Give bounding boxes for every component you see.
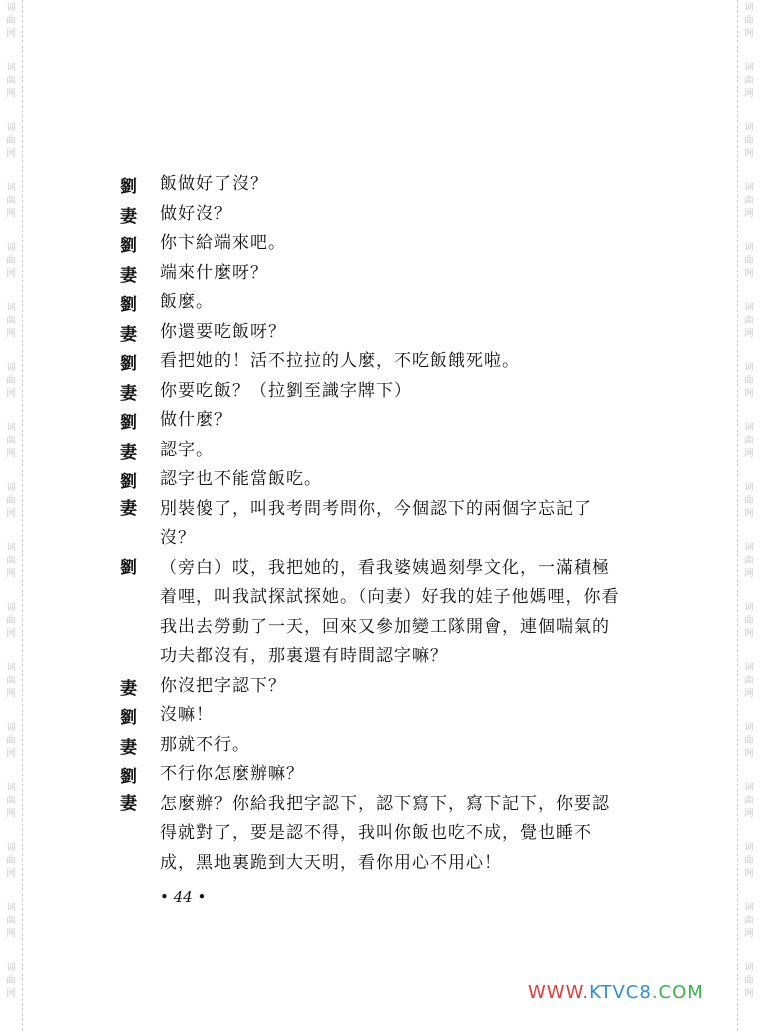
watermark-glyph: 词 (6, 603, 16, 613)
watermark-glyph-group (744, 542, 753, 602)
dialogue-line (120, 554, 620, 672)
watermark-glyph: 网 (6, 329, 16, 339)
watermark-glyph: 词 (6, 963, 16, 973)
watermark-glyph-group (6, 902, 15, 962)
watermark-glyph: 曲 (744, 196, 754, 206)
dialogue-text: 你沒把字認下？ (160, 675, 286, 696)
dialogue-line (120, 347, 620, 377)
watermark-glyph: 曲 (744, 256, 754, 266)
watermark-glyph-group (744, 302, 753, 362)
watermark-glyph: 词 (744, 243, 754, 253)
watermark-glyph: 曲 (6, 496, 16, 506)
speaker-label: 劉 (120, 354, 138, 375)
dialogue-text: （旁白）哎，我把她的，看我婆姨過刻學文化，一滿積極着哩，叫我試探試探她。（向妻）好我的娃子他媽哩，你看我出去勞動了一天，回來又參加變工隊開會，連個喘氣的功夫都沒有，那裏還有時間認字嘛？ (160, 557, 620, 666)
dialogue-text: 飯麼。 (160, 292, 214, 312)
dialogue-line (120, 406, 620, 436)
speaker-label: 劉 (120, 708, 138, 729)
watermark-glyph: 网 (744, 269, 754, 279)
dialogue-line (120, 288, 620, 318)
watermark-glyph-group (744, 422, 753, 482)
watermark-glyph: 网 (6, 149, 16, 159)
site-watermark-url (528, 982, 704, 1003)
right-watermark-column (738, 0, 760, 1022)
watermark-glyph: 词 (6, 483, 16, 493)
watermark-glyph: 词 (6, 363, 16, 373)
watermark-glyph-group (6, 242, 15, 302)
watermark-glyph: 网 (6, 749, 16, 759)
watermark-glyph: 词 (6, 123, 16, 133)
speaker-label: 劉 (120, 413, 138, 434)
dialogue-line (120, 465, 620, 495)
watermark-glyph: 曲 (744, 316, 754, 326)
watermark-glyph: 词 (744, 543, 754, 553)
watermark-glyph: 曲 (744, 436, 754, 446)
watermark-glyph: 网 (6, 629, 16, 639)
watermark-glyph: 词 (744, 303, 754, 313)
watermark-glyph: 词 (6, 663, 16, 673)
watermark-glyph-group (744, 122, 753, 182)
watermark-glyph-group (6, 962, 15, 1022)
watermark-glyph: 词 (744, 63, 754, 73)
speaker-label: 妻 (120, 206, 138, 227)
dialogue-text: 端來什麼呀？ (160, 262, 268, 283)
watermark-glyph: 曲 (744, 16, 754, 26)
watermark-glyph: 网 (744, 749, 754, 759)
watermark-glyph: 网 (744, 989, 754, 999)
watermark-glyph: 词 (6, 423, 16, 433)
dialogue-line (120, 672, 620, 702)
watermark-glyph: 曲 (6, 976, 16, 986)
watermark-glyph: 网 (6, 989, 16, 999)
watermark-glyph: 词 (744, 183, 754, 193)
watermark-glyph: 曲 (6, 916, 16, 926)
speaker-label: 劉 (120, 295, 138, 316)
watermark-glyph: 网 (744, 29, 754, 39)
watermark-glyph: 曲 (6, 196, 16, 206)
dialogue-text: 沒嘛！ (160, 705, 214, 725)
watermark-glyph-group (744, 362, 753, 422)
watermark-glyph: 网 (744, 149, 754, 159)
watermark-glyph: 曲 (744, 376, 754, 386)
watermark-glyph: 网 (744, 689, 754, 699)
watermark-glyph-group (744, 62, 753, 122)
dialogue-line (120, 731, 620, 761)
dialogue-text: 你卞給端來吧。 (160, 233, 286, 253)
watermark-glyph: 词 (6, 243, 16, 253)
left-watermark-column (0, 0, 22, 1022)
watermark-glyph: 曲 (744, 676, 754, 686)
watermark-glyph: 词 (744, 3, 754, 13)
watermark-glyph: 曲 (6, 256, 16, 266)
watermark-glyph: 曲 (744, 796, 754, 806)
speaker-label: 妻 (120, 442, 138, 463)
dialogue-line (120, 200, 620, 230)
watermark-glyph: 网 (744, 809, 754, 819)
watermark-glyph: 词 (744, 483, 754, 493)
watermark-glyph: 网 (744, 449, 754, 459)
dialogue-text: 不行你怎麼辦嘛？ (160, 764, 304, 784)
dialogue-line (120, 495, 620, 554)
watermark-glyph: 词 (6, 903, 16, 913)
watermark-glyph: 曲 (6, 76, 16, 86)
watermark-glyph: 网 (744, 929, 754, 939)
watermark-glyph: 网 (6, 29, 16, 39)
watermark-glyph: 词 (6, 3, 16, 13)
dialogue-line (120, 170, 620, 200)
dialogue-line (120, 436, 620, 466)
dialogue-text: 別裝傻了，叫我考問考問你，今個認下的兩個字忘記了沒？ (160, 498, 592, 548)
watermark-glyph: 曲 (744, 556, 754, 566)
watermark-glyph-group (744, 602, 753, 662)
watermark-glyph: 网 (744, 629, 754, 639)
watermark-glyph-group (744, 2, 753, 62)
watermark-glyph: 网 (6, 209, 16, 219)
watermark-glyph-group (6, 2, 15, 62)
watermark-glyph: 网 (744, 869, 754, 879)
speaker-label: 妻 (120, 383, 138, 404)
watermark-glyph: 词 (6, 783, 16, 793)
watermark-glyph: 曲 (6, 676, 16, 686)
watermark-glyph-group (744, 182, 753, 242)
watermark-glyph-group (744, 662, 753, 722)
watermark-glyph: 曲 (6, 316, 16, 326)
watermark-glyph: 网 (744, 389, 754, 399)
watermark-glyph: 词 (744, 663, 754, 673)
watermark-glyph-group (744, 242, 753, 302)
watermark-glyph-group (6, 722, 15, 782)
watermark-glyph: 词 (744, 723, 754, 733)
watermark-glyph: 曲 (6, 376, 16, 386)
watermark-glyph: 网 (744, 89, 754, 99)
watermark-glyph: 曲 (744, 496, 754, 506)
watermark-glyph: 曲 (744, 136, 754, 146)
watermark-glyph: 词 (744, 843, 754, 853)
watermark-glyph-group (6, 542, 15, 602)
watermark-glyph: 网 (6, 689, 16, 699)
dialogue-line (120, 377, 620, 407)
speaker-label: 妻 (120, 737, 138, 758)
speaker-label: 妻 (120, 793, 138, 814)
url-part-tld: .COM (651, 982, 704, 1003)
watermark-glyph-group (6, 422, 15, 482)
watermark-glyph: 曲 (6, 736, 16, 746)
watermark-glyph-group (744, 962, 753, 1022)
watermark-glyph: 网 (744, 509, 754, 519)
watermark-glyph: 曲 (744, 616, 754, 626)
watermark-glyph: 词 (744, 783, 754, 793)
watermark-glyph: 网 (6, 809, 16, 819)
dialogue-line (120, 229, 620, 259)
watermark-glyph-group (744, 482, 753, 542)
watermark-glyph: 网 (744, 209, 754, 219)
watermark-glyph: 网 (6, 509, 16, 519)
speaker-label: 妻 (120, 498, 138, 519)
speaker-label: 劉 (120, 767, 138, 788)
watermark-glyph-group (6, 182, 15, 242)
watermark-glyph: 词 (744, 363, 754, 373)
speaker-label: 劉 (120, 177, 138, 198)
watermark-glyph-group (744, 902, 753, 962)
watermark-glyph: 网 (6, 269, 16, 279)
dialogue-text: 做好沒？ (160, 203, 232, 224)
watermark-glyph: 曲 (744, 76, 754, 86)
watermark-glyph: 网 (6, 89, 16, 99)
watermark-glyph-group (6, 362, 15, 422)
watermark-glyph-group (744, 722, 753, 782)
watermark-glyph: 网 (6, 569, 16, 579)
watermark-glyph: 曲 (744, 736, 754, 746)
watermark-glyph-group (6, 482, 15, 542)
watermark-glyph: 词 (6, 723, 16, 733)
watermark-glyph: 网 (744, 569, 754, 579)
speaker-label: 劉 (120, 557, 138, 578)
watermark-glyph: 词 (6, 843, 16, 853)
dialogue-line (120, 701, 620, 731)
dialogue-text: 做什麼？ (160, 410, 232, 430)
watermark-glyph-group (6, 122, 15, 182)
watermark-glyph: 曲 (744, 976, 754, 986)
dialogue-text: 你還要吃飯呀？ (160, 321, 286, 342)
speaker-label: 劉 (120, 236, 138, 257)
watermark-glyph: 词 (6, 303, 16, 313)
watermark-glyph: 词 (744, 603, 754, 613)
dialogue-line (120, 318, 620, 348)
watermark-glyph: 网 (6, 449, 16, 459)
watermark-glyph: 词 (6, 543, 16, 553)
watermark-glyph-group (6, 662, 15, 722)
watermark-glyph: 曲 (6, 16, 16, 26)
speaker-label: 妻 (120, 324, 138, 345)
watermark-glyph-group (744, 842, 753, 902)
dialogue-text: 認字。 (160, 439, 214, 460)
watermark-glyph-group (6, 602, 15, 662)
watermark-glyph: 词 (6, 183, 16, 193)
watermark-glyph: 曲 (6, 556, 16, 566)
dialogue-text: 那就不行。 (160, 734, 250, 755)
page-number: • 44 • (160, 888, 207, 906)
watermark-glyph: 曲 (6, 136, 16, 146)
watermark-glyph: 网 (6, 389, 16, 399)
watermark-glyph-group (6, 842, 15, 902)
dialogue-text: 你要吃飯？（拉劉至識字牌下） (160, 380, 412, 401)
watermark-glyph: 词 (744, 123, 754, 133)
watermark-glyph: 网 (744, 329, 754, 339)
watermark-glyph: 词 (744, 903, 754, 913)
watermark-glyph: 网 (6, 929, 16, 939)
dialogue-text: 看把她的！活不拉拉的人麼，不吃飯餓死啦。 (160, 351, 520, 371)
watermark-glyph: 词 (744, 423, 754, 433)
watermark-glyph: 曲 (6, 856, 16, 866)
speaker-label: 妻 (120, 678, 138, 699)
speaker-label: 妻 (120, 265, 138, 286)
dialogue-line (120, 790, 620, 879)
dialogue-text: 認字也不能當飯吃。 (160, 469, 322, 489)
watermark-glyph: 曲 (6, 436, 16, 446)
watermark-glyph-group (6, 302, 15, 362)
watermark-glyph: 曲 (6, 616, 16, 626)
watermark-glyph: 词 (744, 963, 754, 973)
watermark-glyph: 曲 (744, 916, 754, 926)
watermark-glyph: 曲 (6, 796, 16, 806)
dialogue-text: 怎麼辦？你給我把字認下，認下寫下，寫下記下，你要認得就對了，要是認不得，我叫你飯也吃不成，覺也睡不成，黑地裏跪到大天明，看你用心不用心！ (160, 793, 610, 873)
watermark-glyph: 词 (6, 63, 16, 73)
watermark-glyph: 网 (6, 869, 16, 879)
watermark-glyph-group (744, 782, 753, 842)
dialogue-text: 飯做好了沒？ (160, 174, 268, 194)
speaker-label: 劉 (120, 472, 138, 493)
watermark-glyph: 曲 (744, 856, 754, 866)
dialogue-line (120, 760, 620, 790)
url-part-domain: KTVC8 (589, 982, 652, 1003)
watermark-glyph-group (6, 782, 15, 842)
dialogue-line (120, 259, 620, 289)
url-part-www: WWW. (528, 982, 590, 1003)
watermark-glyph-group (6, 62, 15, 122)
dialogue-script (120, 170, 620, 878)
